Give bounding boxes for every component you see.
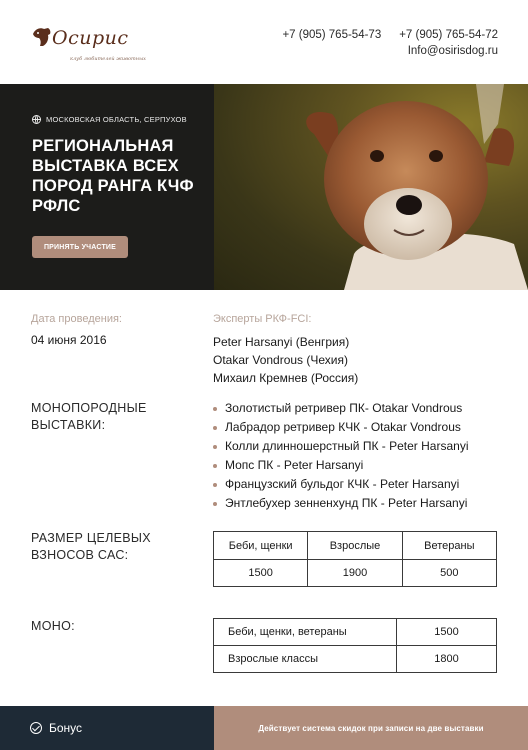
fees-header-cell: Взрослые bbox=[308, 532, 402, 560]
expert-item: Peter Harsanyi (Венгрия) bbox=[213, 335, 350, 349]
dog-photo bbox=[214, 84, 528, 290]
fees-header-cell: Ветераны bbox=[402, 532, 496, 560]
fees-value-cell: 500 bbox=[402, 560, 496, 587]
globe-icon bbox=[32, 115, 41, 124]
breed-item: Мопс ПК - Peter Harsanyi bbox=[213, 456, 468, 475]
fees-value-cell: 1900 bbox=[308, 560, 402, 587]
expert-item: Otakar Vondrous (Чехия) bbox=[213, 353, 348, 367]
contacts bbox=[264, 27, 498, 59]
breed-item: Лабрадор ретривер КЧК - Otakar Vondrous bbox=[213, 418, 468, 437]
logo[interactable] bbox=[30, 20, 150, 68]
date-value: 04 июня 2016 bbox=[31, 333, 107, 347]
check-circle-icon bbox=[30, 722, 42, 734]
mono-fees-title: МОНО: bbox=[31, 619, 75, 633]
logo-subtitle: клуб любителей животных bbox=[70, 56, 146, 62]
table-row bbox=[214, 619, 497, 646]
bonus-bar[interactable] bbox=[0, 706, 214, 750]
fees-title: РАЗМЕР ЦЕЛЕВЫХ ВЗНОСОВ САС: bbox=[31, 531, 151, 562]
experts-label: Эксперты РКФ-FCI: bbox=[213, 313, 312, 325]
mono-class-price: 1500 bbox=[397, 619, 497, 646]
fees-table bbox=[213, 531, 497, 587]
phone-1[interactable]: +7 (905) 765-54-73 bbox=[282, 29, 382, 41]
breed-item: Золотистый ретривер ПК- Otakar Vondrous bbox=[213, 399, 468, 418]
table-row bbox=[214, 646, 497, 673]
table-row bbox=[214, 560, 497, 587]
table-row bbox=[214, 532, 497, 560]
hero-banner bbox=[0, 84, 528, 290]
email-link[interactable]: Info@osirisdog.ru bbox=[407, 45, 498, 57]
discount-text: Действует система скидок при записи на две выставки bbox=[258, 723, 484, 733]
fees-value-cell: 1500 bbox=[214, 560, 308, 587]
breed-item: Энтлебухер зенненхунд ПК - Peter Harsanyi bbox=[213, 494, 468, 513]
experts-list bbox=[213, 333, 358, 387]
expert-item: Михаил Кремнев (Россия) bbox=[213, 371, 359, 385]
discount-bar bbox=[214, 706, 528, 750]
breed-item: Колли длинношерстный ПК - Peter Harsanyi bbox=[213, 437, 468, 456]
dog-illustration bbox=[214, 84, 528, 290]
mono-shows-title: МОНОПОРОДНЫЕ ВЫСТАВКИ: bbox=[31, 401, 147, 432]
date-label: Дата проведения: bbox=[31, 313, 122, 325]
bonus-label: Бонус bbox=[49, 721, 83, 735]
mono-class-name: Взрослые классы bbox=[214, 646, 397, 673]
fees-header-cell: Беби, щенки bbox=[214, 532, 308, 560]
hero-text-panel bbox=[0, 84, 214, 290]
mono-fees-table bbox=[213, 618, 497, 673]
phone-2[interactable]: +7 (905) 765-54-72 bbox=[399, 29, 498, 41]
event-title: РЕГИОНАЛЬНАЯ ВЫСТАВКА ВСЕХ ПОРОД РАНГА КЧФ РФЛС bbox=[32, 137, 194, 215]
breed-list bbox=[213, 399, 468, 513]
logo-text: Осирис bbox=[52, 27, 129, 49]
participate-button[interactable]: ПРИНЯТЬ УЧАСТИЕ bbox=[32, 236, 128, 258]
phones bbox=[264, 27, 498, 43]
breed-item: Французский бульдог КЧК - Peter Harsanyi bbox=[213, 475, 468, 494]
region bbox=[32, 115, 187, 124]
region-text: МОСКОВСКАЯ ОБЛАСТЬ, СЕРПУХОВ bbox=[46, 115, 187, 124]
header bbox=[0, 0, 528, 84]
mono-class-price: 1800 bbox=[397, 646, 497, 673]
mono-class-name: Беби, щенки, ветераны bbox=[214, 619, 397, 646]
